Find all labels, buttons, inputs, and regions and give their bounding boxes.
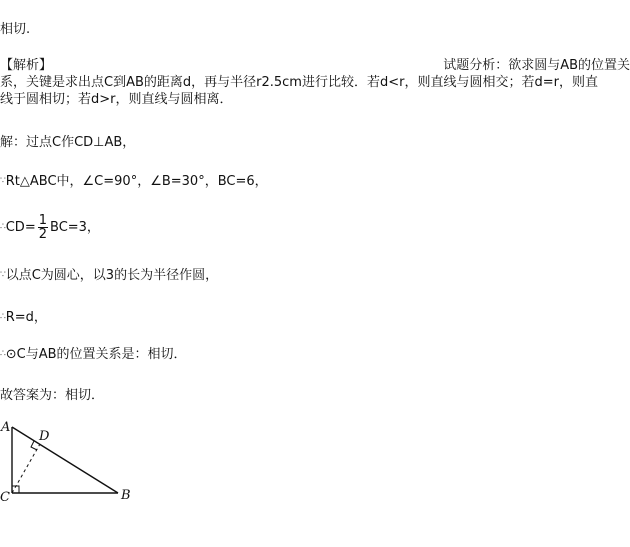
- therefore-symbol: ∴: [0, 349, 6, 359]
- point-label-c: C: [0, 490, 10, 505]
- solution-step-2-text: Rt△ABC中，∠C=90°，∠B=30°，BC=6，: [5, 174, 268, 189]
- solution-step-6-text: ⊙C与AB的位置关系是：相切．: [5, 347, 187, 362]
- because-symbol: ∵: [0, 270, 6, 280]
- analysis-line-2: 系，关键是求出点C到AB的距离d，再与半径r2.5cm进行比较．若d<r，则直线与圆相交；若d=r，则直: [0, 75, 598, 90]
- solution-step-3-post: BC=3，: [50, 220, 100, 235]
- top-answer-text: 相切.: [0, 22, 31, 37]
- therefore-symbol: ∴: [0, 222, 6, 232]
- solution-step-5: [0, 309, 47, 326]
- solution-step-2: [0, 173, 268, 190]
- fraction-numerator: 1: [38, 213, 47, 228]
- point-label-d: D: [39, 429, 50, 444]
- solution-step-3-pre: CD=: [5, 220, 36, 235]
- point-label-a: A: [1, 420, 11, 435]
- analysis-header: 【解析】: [0, 58, 53, 73]
- solution-step-6: [0, 346, 187, 363]
- side-ab: [12, 427, 118, 493]
- fraction-denominator: 2: [38, 227, 47, 242]
- because-symbol: ∵: [0, 176, 6, 186]
- solution-step-3: [0, 214, 100, 241]
- therefore-symbol: ∴: [0, 312, 6, 322]
- analysis-row-1: [0, 57, 630, 74]
- analysis-line-3: 线于圆相切；若d>r，则直线与圆相离．: [0, 92, 233, 107]
- triangle-figure: [0, 415, 140, 507]
- analysis-intro: 试题分析：欲求圆与AB的位置关: [443, 58, 630, 73]
- fraction-one-half: [38, 214, 48, 241]
- solution-step-4: [0, 267, 218, 284]
- solution-step-5-text: R=d，: [5, 310, 47, 325]
- analysis-row-2: [0, 74, 630, 91]
- solution-step-1: 解：过点C作CD⊥AB，: [0, 135, 136, 150]
- triangle-diagram: [0, 415, 140, 507]
- point-label-b: B: [121, 488, 131, 503]
- analysis-section: [0, 57, 630, 108]
- solution-step-4-text: 以点C为圆心，以3的长为半径作圆，: [5, 268, 219, 283]
- final-answer: 故答案为：相切．: [0, 388, 105, 403]
- analysis-row-3: [0, 91, 630, 108]
